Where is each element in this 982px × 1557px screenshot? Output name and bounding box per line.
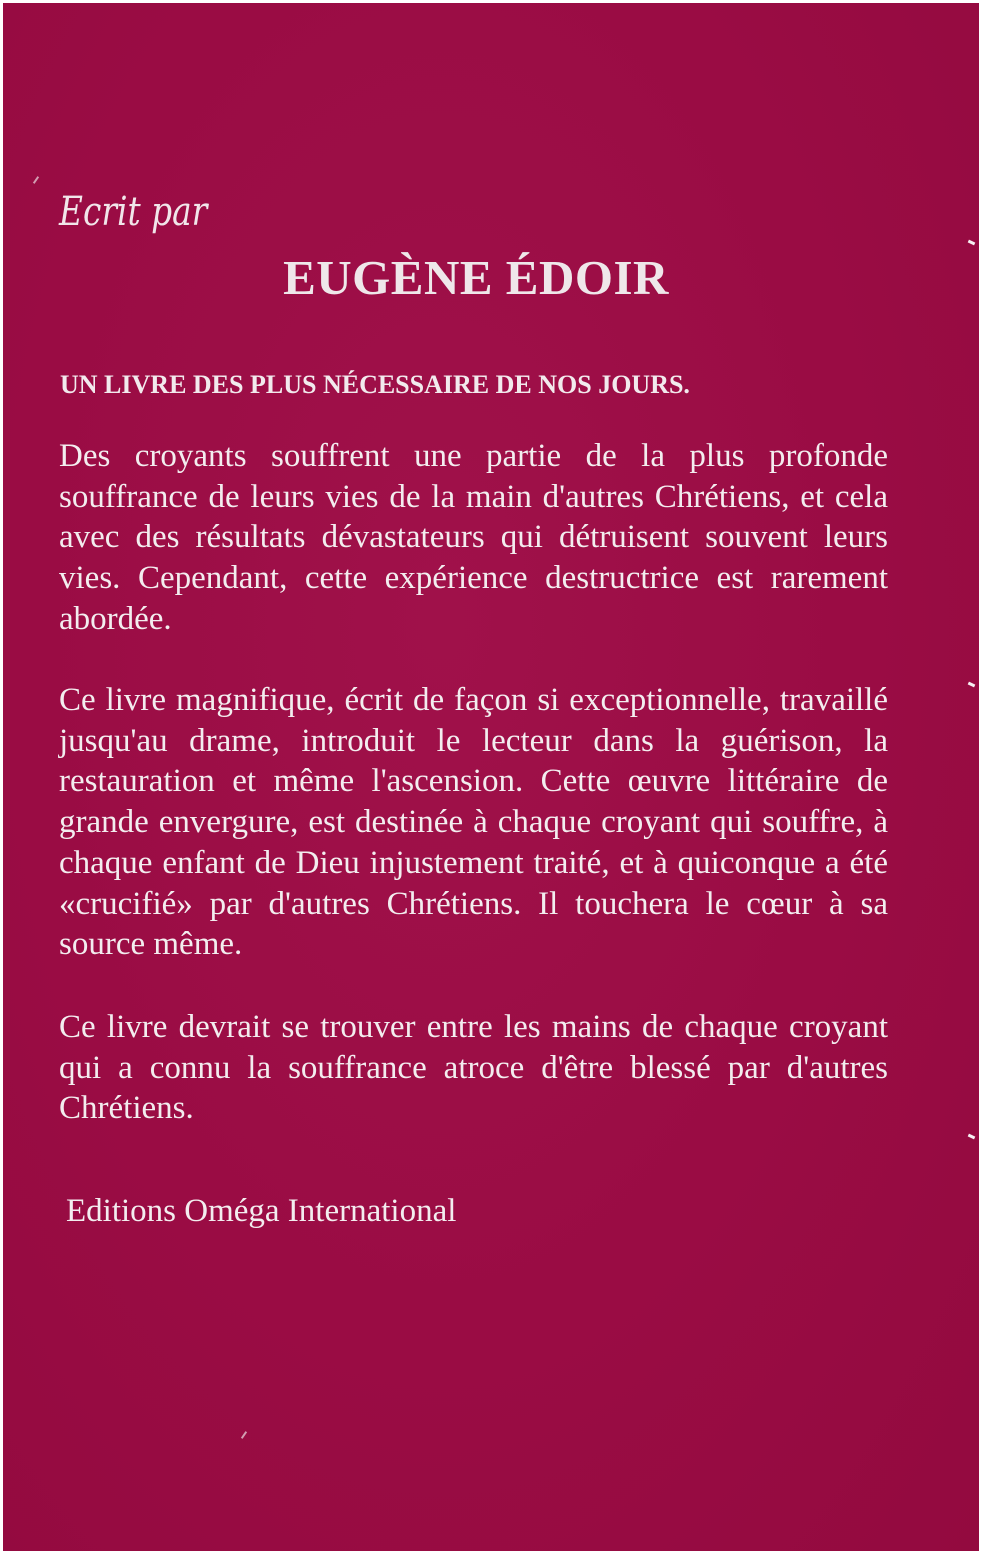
publisher-name: Editions Oméga International: [66, 1193, 457, 1229]
written-by-label: Ecrit par: [59, 189, 208, 235]
back-cover: [3, 3, 979, 1551]
edge-mark: [968, 1134, 976, 1140]
scan-speck: [241, 1431, 247, 1439]
description-paragraph-2: Ce livre magnifique, écrit de façon si exceptionnelle, travaillé jusqu'au drame, introduit le lecteur dans la guérison, la restauration et même l'ascension. Cette œuvre littéraire de grande envergure, est destinée à chaque croyant qui souffre, à chaque enfant de Dieu injustement traité, et à quiconque a été «crucifié» par d'autres Chrétiens. Il touchera le cœur à sa source même.: [59, 682, 888, 963]
description-paragraph-3: Ce livre devrait se trouver entre les mains de chaque croyant qui a connu la souffrance atroce d'être blessé par d'autres Chrétiens.: [59, 1009, 888, 1127]
scan-speck: [33, 176, 39, 184]
author-name: EUGÈNE ÉDOIR: [283, 250, 669, 305]
edge-mark: [968, 682, 976, 688]
headline: UN LIVRE DES PLUS NÉCESSAIRE DE NOS JOURS.: [60, 370, 690, 399]
description-paragraph-1: Des croyants souffrent une partie de la plus profonde souffrance de leurs vies de la main d'autres Chrétiens, et cela avec des résultats dévastateurs qui détruisent souvent leurs vies. Cependant, cette expérience destructrice est rarement abordée.: [59, 438, 888, 637]
edge-mark: [968, 240, 976, 246]
